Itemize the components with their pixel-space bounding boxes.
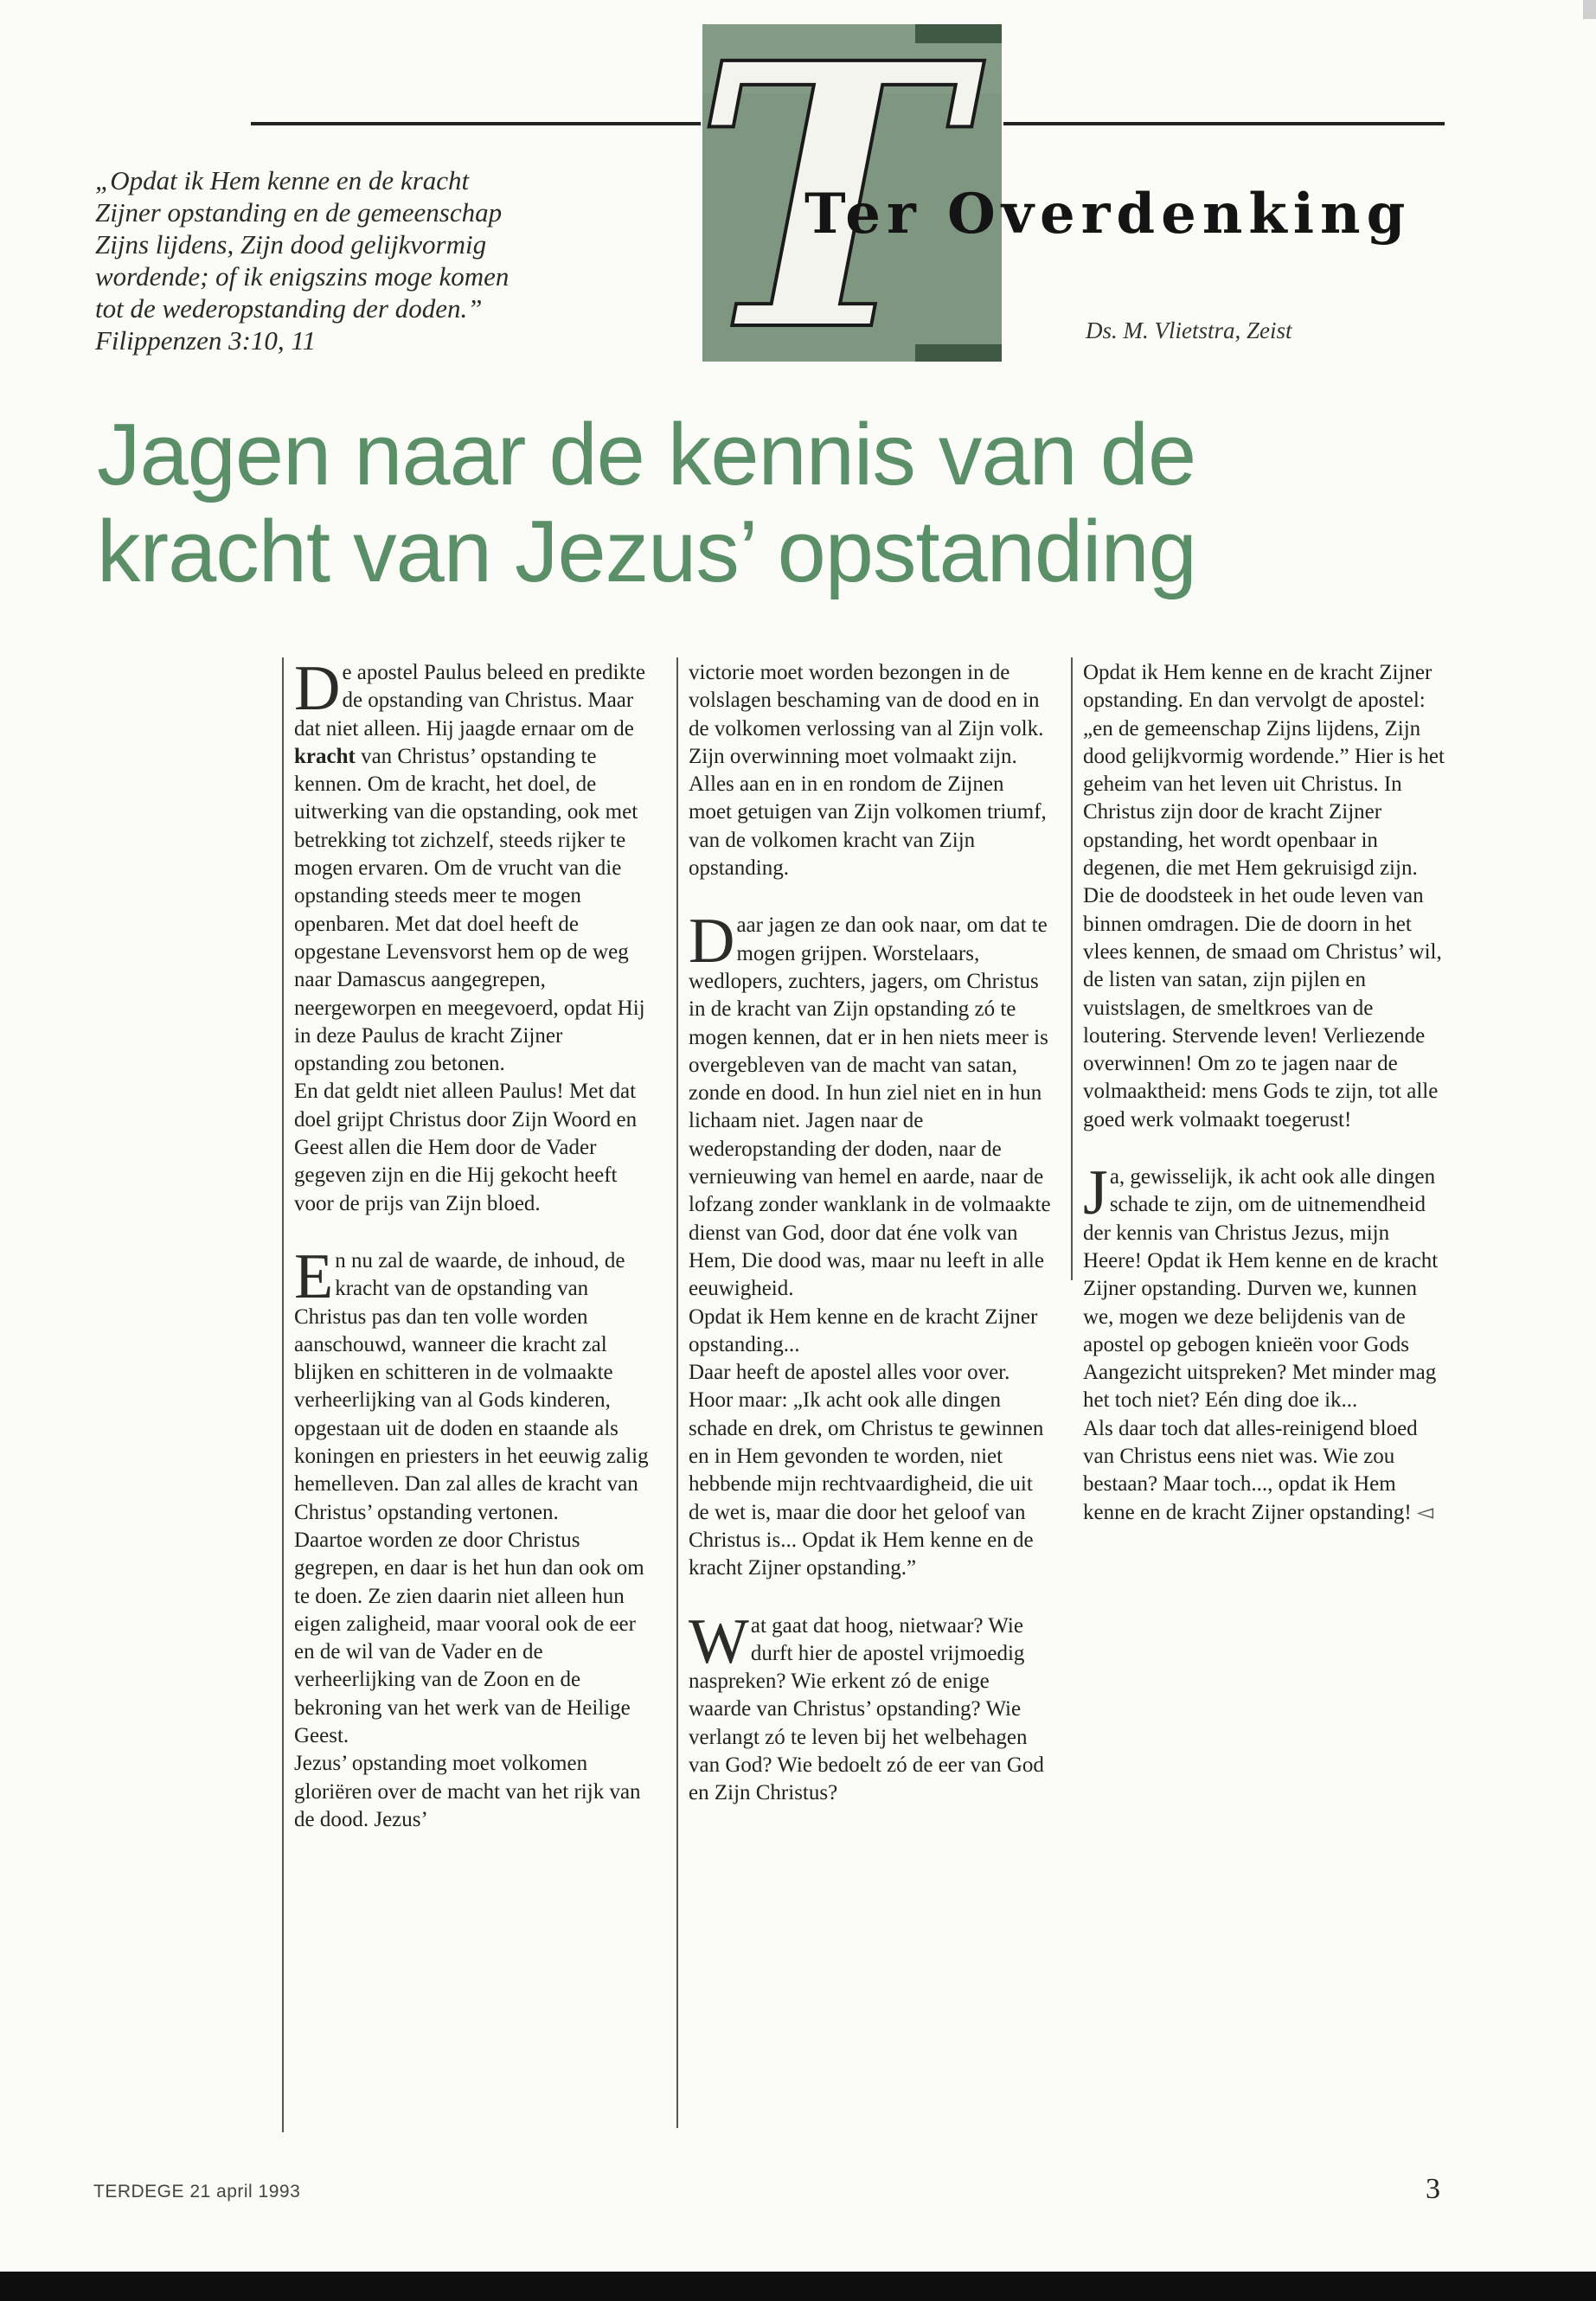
epigraph-line: Zijns lijdens, Zijn dood gelijkvormig: [95, 229, 487, 260]
paragraph-text: at gaat dat hoog, nietwaar? Wie durft hier de apostel vrijmoedig naspreken? Wie erkent zó de enige waarde van Christus’ opstanding? Wie verlangt zó te leven bij het welbehagen van God? Wie bedoelt zó de eer van God en Zijn Christus?: [689, 1613, 1044, 1805]
author-byline: Ds. M. Vlietstra, Zeist: [1086, 317, 1292, 343]
paragraph: En dat geldt niet alleen Paulus! Met dat doel grijpt Christus door Zijn Woord en Geest allen die Hem door de Vader gegeven zijn en die Hij gekocht heeft voor de prijs van Zijn bloed.: [294, 1080, 638, 1215]
epigraph: [95, 164, 649, 356]
paragraph: victorie moet worden bezongen in de volslagen beschaming van de dood en in de volkomen verlossing van al Zijn volk. Zijn overwinning moet volmaakt zijn. Alles aan en in en rondom de Zijnen moet getuigen van Zijn volkomen triumf, van de volkomen kracht van Zijn opstanding.: [689, 661, 1047, 881]
end-mark-icon: ◅: [1416, 1500, 1434, 1524]
epigraph-reference: Filippenzen 3:10, 11: [95, 325, 317, 356]
paragraph: Jezus’ opstanding moet volkomen gloriëren over de macht van het rijk van de dood. Jezus’: [294, 1752, 641, 1831]
paragraph-text: a, gewisselijk, ik acht ook alle dingen schade te zijn, om de uitnemendheid der kennis van Christus Jezus, mijn Heere! Opdat ik Hem kenne en de kracht Zijner opstanding. Durven we, kunnen we, mogen we deze belijdenis van de apostel op gebogen knieën voor Gods Aangezicht uitspreken? Met minder mag het toch niet? Eén ding doe ik...: [1083, 1165, 1439, 1413]
bold-word: kracht: [294, 744, 356, 768]
paragraph: [1083, 1157, 1446, 1415]
footer-publication: TERDEGE 21 april 1993: [93, 2182, 301, 2202]
epigraph-line: „Opdat ik Hem kenne en de kracht: [95, 165, 470, 195]
paragraph-text: Als daar toch dat alles-reinigend bloed van Christus eens niet was. Wie zou bestaan? Maar toch..., opdat ik Hem kenne en de kracht Zijner opstanding!: [1083, 1416, 1418, 1524]
paragraph: [689, 1606, 1052, 1808]
paragraph: Daar heeft de apostel alles voor over. Hoor maar: „Ik acht ook alle dingen schade en drek, om Christus te gewinnen en in Hem gevonden te worden, niet hebbende mijn rechtvaardigheid, die uit de wet is, maar die door het geloof van Christus is... Opdat ik Hem kenne en de kracht Zijner opstanding.”: [689, 1361, 1044, 1580]
article-headline: [97, 407, 1481, 600]
paragraph: [294, 653, 657, 1078]
paragraph: [1083, 1415, 1446, 1527]
corner-scan-mark: [1583, 0, 1596, 19]
drop-cap: E: [294, 1240, 334, 1312]
article-column-3: [1083, 659, 1446, 1527]
drop-cap: W: [689, 1606, 749, 1677]
paragraph-text: n nu zal de waarde, de inhoud, de kracht van de opstanding van Christus pas dan ten volle worden aanschouwd, wanneer die kracht zal blijken en schitteren in de volmaakte verheerlijking van al Gods kinderen, opgestaan uit de doden en staande als koningen en priesters in het eeuwig zalig hemelleven. Dan zal alles de kracht van Christus’ opstanding vertonen.: [294, 1248, 649, 1524]
epigraph-line: Zijner opstanding en de gemeenschap: [95, 197, 503, 228]
drop-cap: D: [689, 906, 735, 977]
column-rule: [676, 657, 678, 2128]
header-rule-right: [1003, 122, 1445, 125]
column-rule: [1071, 657, 1073, 1280]
page-number: 3: [1426, 2173, 1440, 2205]
paragraph: Opdat ik Hem kenne en de kracht Zijner opstanding...: [689, 1304, 1038, 1356]
article-column-1: [294, 653, 657, 1834]
paragraph-text: aar jagen ze dan ook naar, om dat te mogen grijpen. Worstelaars, wedlopers, zuchters, jagers, om Christus in de kracht van Zijn opstanding zó te mogen kennen, dat er in hen niets meer is overgebleven van de macht van satan, zonde en dood. In hun ziel niet en in hun lichaam niet. Jagen naar de wederopstanding der doden, naar de vernieuwing van hemel en aarde, naar de lofzang zonder wanklank in de volmaakte dienst van God, door dat éne volk van Hem, Die dood was, maar nu leeft in alle eeuwigheid.: [689, 913, 1051, 1301]
drop-cap: J: [1083, 1157, 1108, 1229]
paragraph: [294, 1240, 657, 1527]
headline-line-2: kracht van Jezus’ opstanding: [97, 503, 1196, 600]
header-rule-left: [251, 122, 701, 125]
drop-cap: D: [294, 653, 341, 724]
bottom-scan-bar: [0, 2272, 1596, 2301]
article-column-2: [689, 659, 1052, 1808]
section-logo-letter: T: [692, 0, 963, 412]
epigraph-line: tot de wederopstanding der doden.”: [95, 293, 483, 324]
paragraph-text: e apostel Paulus beleed en predikte de opstanding van Christus. Maar dat niet alleen. Hij jaagde ernaar om de: [294, 661, 646, 740]
paragraph: [689, 906, 1052, 1303]
paragraph-text: van Christus’ opstanding te kennen. Om de kracht, het doel, de uitwerking van die opstanding, ook met betrekking tot zichzelf, steeds rijker te mogen ervaren. Om de vrucht van die opstanding steeds meer te mogen openbaren. Met dat doel heeft de opgestane Levensvorst hem op de weg naar Damascus aangegrepen, neergeworpen en meegevoerd, opdat Hij in deze Paulus de kracht Zijner opstanding zou betonen.: [294, 744, 645, 1076]
paragraph: Opdat ik Hem kenne en de kracht Zijner opstanding. En dan vervolgt de apostel: „en de gemeenschap Zijns lijdens, Zijn dood gelijkvormig wordende.” Hier is het geheim van het leven uit Christus. In Christus zijn door de kracht Zijner opstanding, het wordt openbaar in degenen, die met Hem gekruisigd zijn. Die de doodsteek in het oude leven van binnen omdragen. Die de doorn in het vlees kennen, de smaad om Christus’ wil, de listen van satan, zijn pijlen en vuistslagen, de smeltkroes van de loutering. Stervende leven! Verliezende overwinnen! Om zo te jagen naar de volmaaktheid: mens Gods te zijn, tot alle goed werk volmaakt toegerust!: [1083, 661, 1445, 1131]
paragraph: Daartoe worden ze door Christus gegrepen, en daar is het hun dan ook om te doen. Ze zien daarin niet alleen hun eigen zaligheid, maar vooral ook de eer en de wil van de Vader en de verheerlijking van de Zoon en de bekroning van het werk van de Heilige Geest.: [294, 1528, 644, 1747]
column-rule: [282, 657, 284, 2132]
epigraph-line: wordende; of ik enigszins moge komen: [95, 261, 510, 292]
headline-line-1: Jagen naar de kennis van de: [97, 407, 1196, 503]
section-title: Ter Overdenking: [804, 182, 1412, 247]
